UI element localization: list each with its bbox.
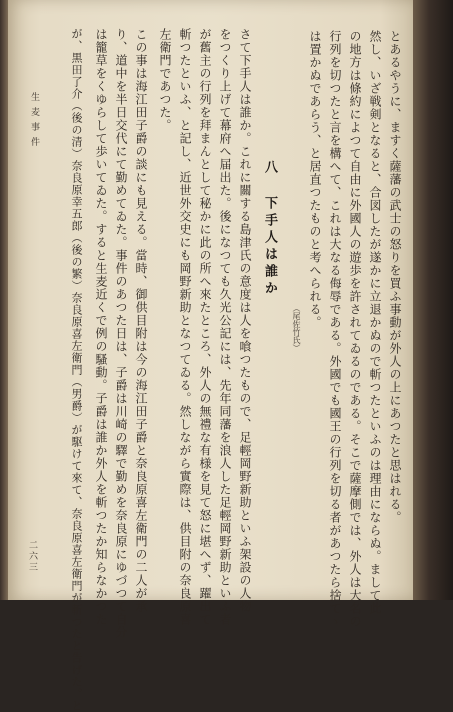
- text-column-6: さて下手人は誰か。これに關する島津氏の意度は人を喰つたもので、足輕岡野新助といふ架設の人物: [238, 28, 252, 613]
- page-number: 二六三: [27, 540, 37, 573]
- text-column-10: 左衛門であつた。: [158, 28, 172, 132]
- text-column-4: 行列を切つたと言を構へて、これは大なる侮辱である。外國でも國王の行列を切る者があつたら捨てゝ: [328, 30, 342, 628]
- section-heading: 八 下手人は誰か: [262, 160, 277, 298]
- text-column-14: が、黒田了介（後の清）奈良原幸五郎（後の繁）奈良原喜左衛門（男爵）が駆けて來て、奈良原喜左衛門が斬つたと告げた。と: [70, 28, 83, 712]
- book-gutter-shadow: [0, 0, 8, 600]
- text-column-7: をつくり上げて幕府へ届出た。後になつても久光公記には、先年同藩を浪人した足輕岡野新助といふ者: [218, 28, 232, 626]
- text-column-1: とあるやうに、ますく薩藩の武士の怒りを買ふ事動が外人の上にあつたと思はれる。: [388, 30, 402, 524]
- running-title: 生麦事件: [29, 92, 39, 152]
- source-note: （尾佐竹氏）: [292, 304, 301, 352]
- text-column-8: が舊主の行列を拜まんとして秘かに此の所へ來たところ、外人の無禮な有様を見て怒に堪へず、躍出て: [198, 28, 212, 626]
- text-column-9: 斬つたといふ、と記し、近世外交史にも岡野新助となつてゐる。然しながら實際は、供目附の奈良原喜: [178, 28, 192, 626]
- book-page: [8, 0, 413, 712]
- text-column-13: は籠草をくゆらして歩いてゐた。すると生麦近くで例の騷動。子爵は誰か外人を斬つたか知らなかつた: [94, 28, 108, 626]
- text-column-12: り、道中を半日交代にて勤めてゐた。事件のあつた日は、子爵は川崎の驛で勤めを奈良原にゆづつて自分: [114, 28, 128, 639]
- text-column-3: の地方は條約によつて自由に外國人の遊歩を許されてゐるのである。そこで薩摩側では、外人は大名の: [348, 30, 362, 628]
- text-column-11: この事は海江田子爵の談にも見える。當時、御供目附は今の海江田子爵と奈良原喜左衛門の二人が承: [134, 28, 148, 613]
- text-column-5: は置かぬであらう、と居直つたものと考へられる。: [308, 30, 322, 329]
- text-column-2: 然し、いざ戦剣となると、合図したが遂かに立退かぬので斬つたといふのは理由にならぬ。まして此: [368, 30, 382, 615]
- book-page-edge: [413, 0, 453, 600]
